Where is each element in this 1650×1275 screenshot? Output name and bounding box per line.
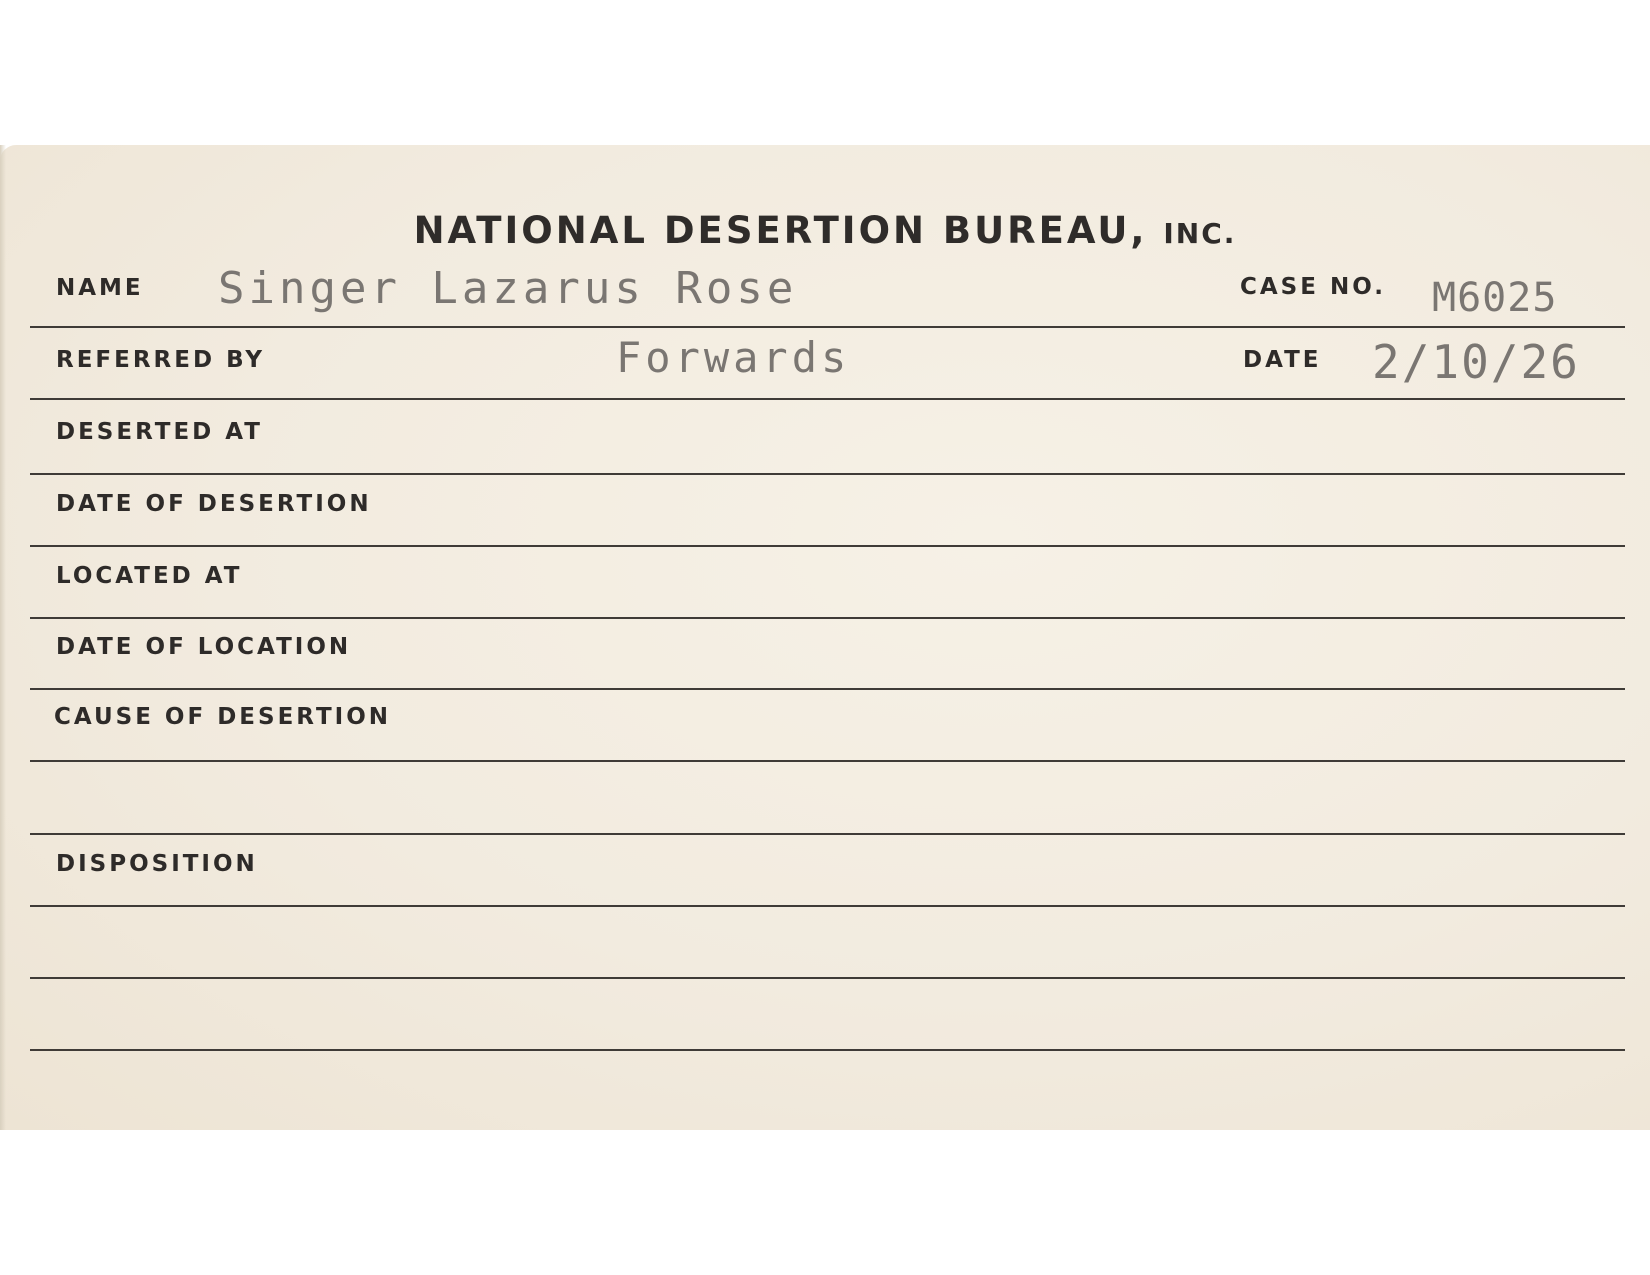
date-of-location-label: DATE OF LOCATION	[56, 634, 352, 660]
deserted-at-line	[30, 473, 1625, 475]
referred-by-value: Forwards	[616, 333, 851, 382]
case-no-label: CASE NO.	[1240, 274, 1386, 300]
located-at-label: LOCATED AT	[56, 563, 243, 589]
date-of-location-line	[30, 688, 1625, 690]
referred-by-label: REFERRED BY	[56, 347, 266, 373]
date-value: 2/10/26	[1372, 335, 1580, 389]
disposition-line	[30, 905, 1625, 907]
cause-of-desertion-label: CAUSE OF DESERTION	[54, 704, 392, 730]
disposition-label: DISPOSITION	[56, 851, 258, 877]
bureau-name: NATIONAL DESERTION BUREAU,	[413, 209, 1148, 252]
date-label: DATE	[1243, 347, 1322, 373]
disposition-extra-line-2	[30, 1049, 1625, 1051]
index-card	[0, 145, 1650, 1130]
disposition-extra-line-1	[30, 977, 1625, 979]
name-line	[30, 326, 1625, 328]
card-title	[0, 209, 1650, 252]
cause-extra-line	[30, 833, 1625, 835]
located-at-line	[30, 617, 1625, 619]
bureau-suffix: INC.	[1163, 217, 1237, 250]
name-value: Singer Lazarus Rose	[218, 263, 798, 314]
referred-by-line	[30, 398, 1625, 400]
cause-of-desertion-line	[30, 760, 1625, 762]
date-of-desertion-label: DATE OF DESERTION	[56, 491, 372, 517]
name-label: NAME	[56, 275, 144, 301]
deserted-at-label: DESERTED AT	[56, 419, 263, 445]
case-no-value: M6025	[1432, 275, 1558, 321]
date-of-desertion-line	[30, 545, 1625, 547]
